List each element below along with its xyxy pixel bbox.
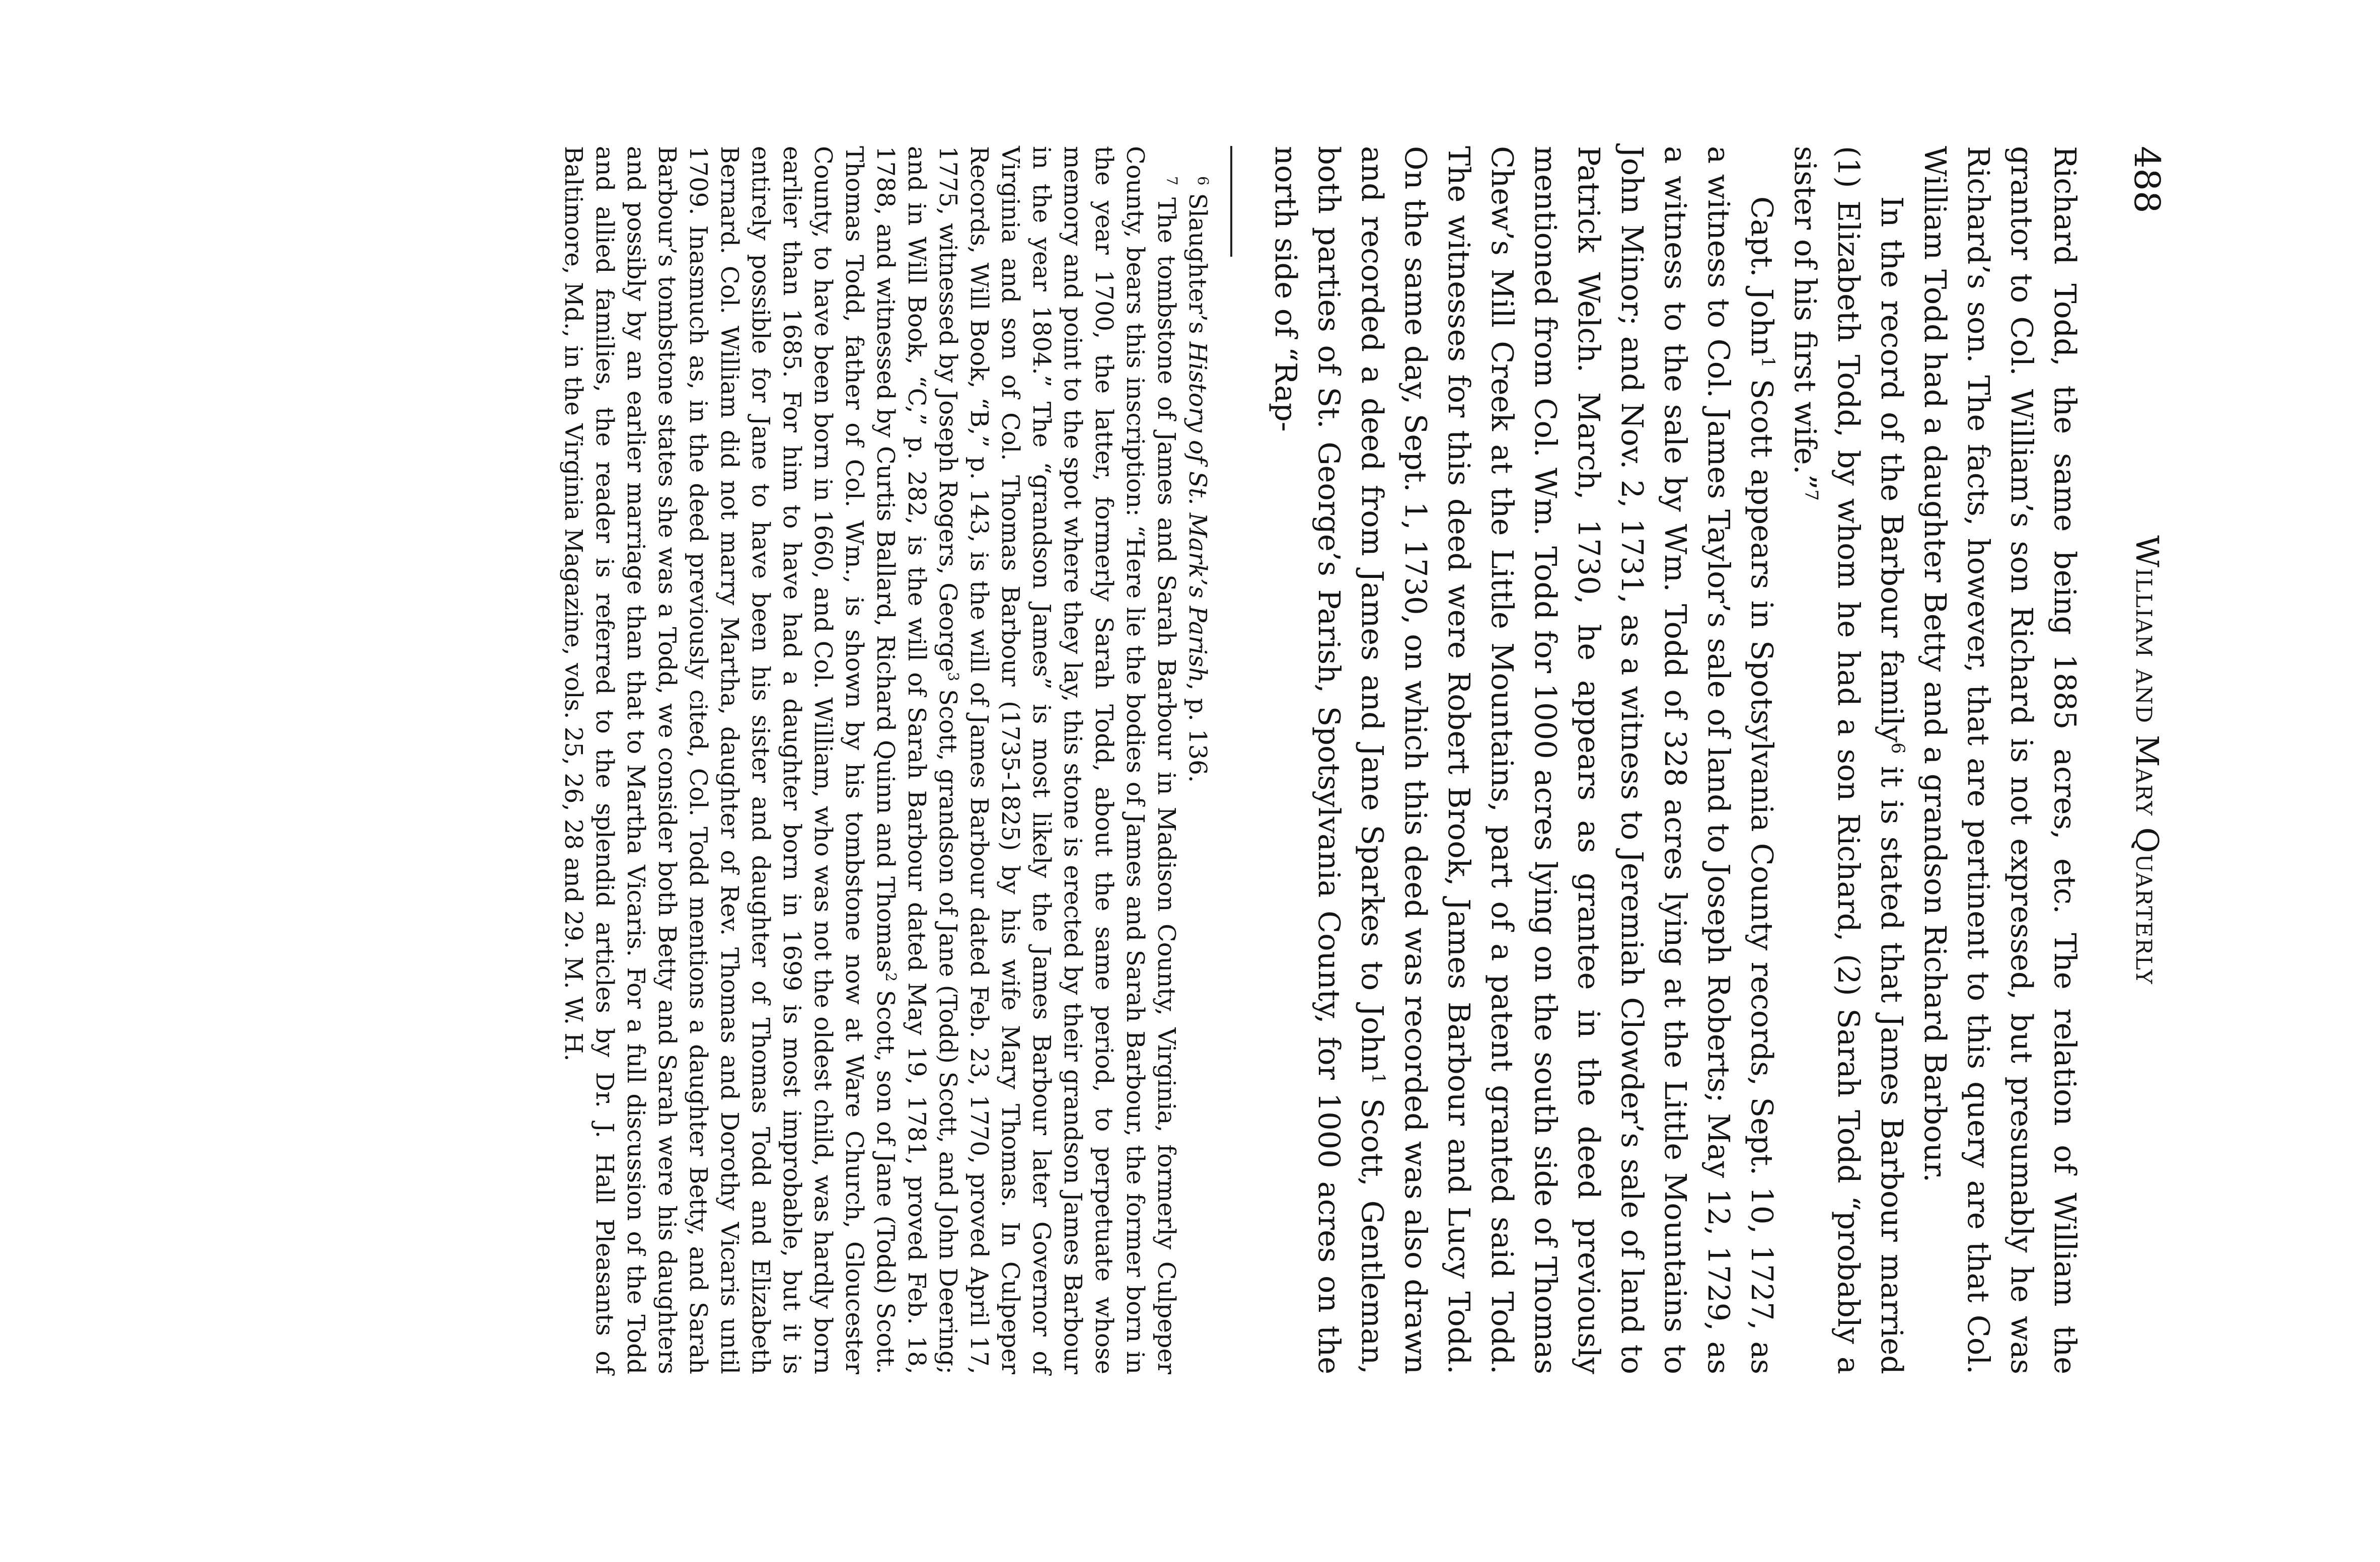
generation-superscript: 3	[945, 672, 962, 682]
footnotes	[558, 146, 1213, 1374]
body-text	[1264, 146, 2087, 1374]
generation-superscript: 1	[1368, 1073, 1389, 1084]
footnote-ref-7: 7	[1801, 489, 1822, 501]
book-title: History of St. Mark’s Parish	[1183, 341, 1212, 683]
footnote-mark: 6	[1195, 176, 1212, 186]
footnote-divider	[1230, 146, 1232, 257]
paragraph-3: Capt. John$^1$ Scott appears in Spotsylvania County records, Sept. 10, 1727, as a witness to Col. James Taylor’s sale of land to Joseph Roberts; May 12, 1729, as a witness to the sale by Wm. Todd of 328 acres lying at the Little Mountains to John Minor; and Nov. 2, 1731, as a witness to Jeremiah Clowder’s sale of land to Patrick Welch. March, 1730, he appears as grantee in the deed previously mentioned from Col. Wm. Todd for 1000 acres lying on the south side of Thomas Chew’s Mill Creek at the Little Mountains, part of a patent granted said Todd. The witnesses for this deed were Robert Brook, James Barbour and Lucy Todd. On the same day, Sept. 1, 1730, on which this deed was recorded was also drawn and recorded a deed from James and Jane Sparkes to John$^1$ Scott, Gentleman, both parties of St. George’s Parish, Spotsylvania County, for 1000 acres on the north side of “Rap-	[1269, 146, 1779, 1374]
paragraph-1: Richard Todd, the same being 1885 acres, etc. The relation of William the grantor to Col. William’s son Richard is not expressed, but presumably he was Richard’s son. The facts, however, that are pertinent to this query are that Col. William Todd had a daughter Betty and a grandson Richard Barbour.	[1918, 146, 2082, 1374]
footnote-6: $^6$ Slaughter’s History of St. Mark’s Parish, p. 136.	[1183, 176, 1212, 783]
generation-superscript: 2	[882, 972, 900, 982]
generation-superscript: 1	[1757, 356, 1778, 368]
rotated-page	[156, 146, 2170, 1374]
footnote-ref-6: 6	[1887, 742, 1908, 754]
footnote-mark: 7	[1163, 176, 1180, 186]
page-number: 488	[2126, 146, 2168, 213]
journal-title: William and Mary Quarterly	[2129, 535, 2166, 985]
footnote-7: $^7$ The tombstone of James and Sarah Barbour in Madison County, Virginia, formerly Culpeper County, bears this inscription: “Here lie the bodies of James and Sarah Barbour, the former born in the year 1700, the latter, formerly Sarah Todd, about the same period, to perpetuate whose memory and point to the spot where they lay, this stone is erected by their grandson James Barbour in the year 1804.” The “grandson James” is most likely the James Barbour later Governor of Virginia and son of Col. Thomas Barbour (1735-1825) by his wife Mary Thomas. In Culpeper Records, Will Book, “B,” p. 143, is the will of James Barbour dated Feb. 23, 1770, proved April 17, 1775, witnessed by Joseph Rogers, George$^3$ Scott, grandson of Jane (Todd) Scott, and John Deering; and in Will Book, “C,” p. 282, is the will of Sarah Barbour dated May 19, 1781, proved Feb. 18, 1788, and witnessed by Curtis Ballard, Richard Quinn and Thomas$^2$ Scott, son of Jane (Todd) Scott. Thomas Todd, father of Col. Wm., is shown by his tombstone now at Ware Church, Gloucester County, to have been born in 1660, and Col. William, who was not the oldest child, was hardly born earlier than 1685. For him to have had a daughter born in 1699 is most improbable, but it is entirely possible for Jane to have been his sister and daughter of Thomas Todd and Elizabeth Bernard. Col. William did not marry Martha, daughter of Rev. Thomas and Dorothy Vicaris until 1709. Inasmuch as, in the deed previously cited, Col. Todd mentions a daughter Betty, and Sarah Barbour’s tombstone states she was a Todd, we consider both Betty and Sarah were his daughters and possibly by an earlier marriage than that to Martha Vicaris. For a full discussion of the Todd and allied families, the reader is referred to the splendid articles by Dr. J. Hall Pleasants of Baltimore, Md., in the Virginia Magazine, vols. 25, 26, 28 and 29. M. W. H.	[559, 146, 1180, 1375]
running-head	[2124, 146, 2170, 1374]
paragraph-2: In the record of the Barbour family$^6$ it is stated that James Barbour married (1) Elizabeth Todd, by whom he had a son Richard, (2) Sarah Todd “probably a sister of his first wife.”$^7$	[1788, 146, 1909, 1374]
